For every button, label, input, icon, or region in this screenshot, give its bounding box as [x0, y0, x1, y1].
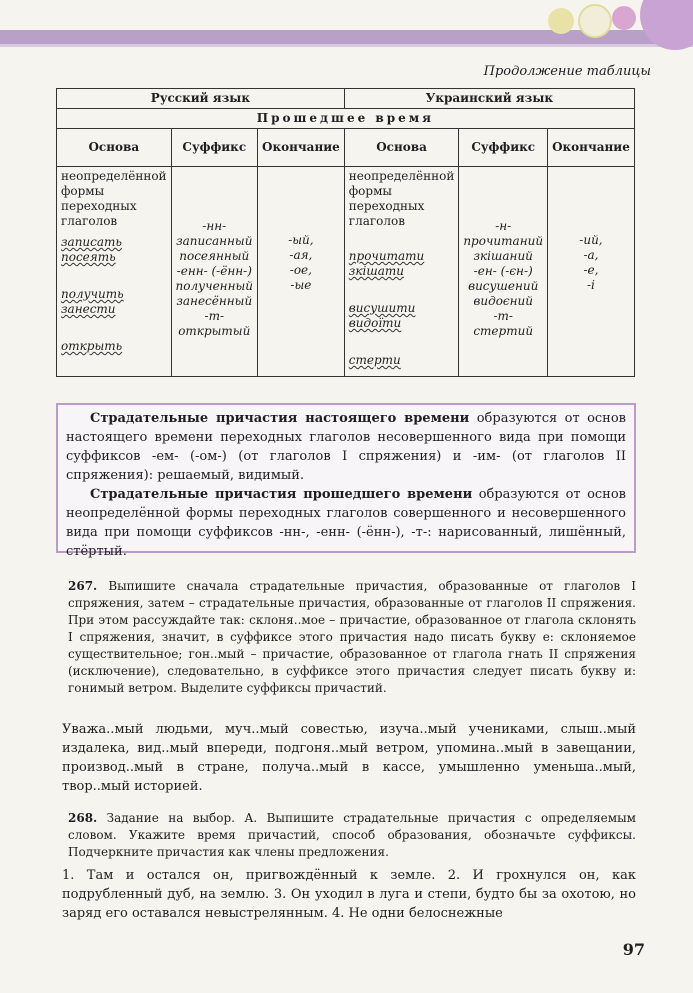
suffix-label: -енн- (-ённ-)	[176, 264, 252, 278]
ru-stem: посеять	[61, 250, 116, 264]
exercise-267	[68, 578, 636, 697]
lang-ua-header: Украинский язык	[344, 89, 634, 109]
col-stem-ua: Основа	[344, 129, 459, 167]
ua-stem: прочитати	[348, 249, 425, 263]
suffix-example: записанный	[176, 234, 253, 248]
ru-ending-cell	[257, 167, 344, 377]
rule-past-title: Страдательные причастия прошедшего времени	[90, 487, 473, 502]
ua-stem: стерти	[348, 353, 401, 367]
suffix-label: -ен- (-єн-)	[473, 264, 533, 278]
exercise-268	[68, 810, 636, 861]
suffix-example: висушений	[468, 279, 539, 293]
suffix-example: открытый	[178, 324, 251, 338]
col-stem-ru: Основа	[57, 129, 172, 167]
rule-past	[66, 485, 626, 561]
col-ending-ua: Окончание	[548, 129, 635, 167]
suffix-example: полученный	[175, 279, 253, 293]
suffix-example: занесённый	[176, 294, 253, 308]
ending: -ое,	[289, 263, 312, 277]
ru-stem: записать	[61, 235, 122, 249]
ending: -ые	[290, 278, 312, 292]
ru-stem-desc: неопределённой формы переходных глаголов	[61, 169, 167, 228]
suffix-example: стертий	[473, 324, 534, 338]
rule-past-text: образуются от основ неопределённой формы переходных глаголов совершенного и несовершенного вида при помощи суффиксов -нн-, -енн- (-ённ-), -т-: нарисованный, лишённый, стёртый.	[66, 487, 626, 559]
ending: -і	[587, 278, 595, 292]
col-suffix-ua: Суффикс	[459, 129, 548, 167]
ua-ending-cell	[548, 167, 635, 377]
suffix-example: посеянный	[179, 249, 250, 263]
rule-box	[56, 403, 636, 559]
suffix-label: -н-	[495, 219, 512, 233]
ru-stem: получить	[61, 287, 124, 301]
ua-stem: зкішати	[348, 264, 404, 278]
ending: -а,	[583, 248, 599, 262]
ua-stem: видоїти	[348, 316, 402, 330]
ua-stem-cell	[344, 167, 459, 377]
ending: -е,	[583, 263, 599, 277]
suffix-example: видоєний	[473, 294, 533, 308]
header-bar-line	[0, 44, 693, 47]
ua-suffix-cell	[459, 167, 548, 377]
suffix-label: -т-	[204, 309, 225, 323]
decor-circle	[612, 6, 636, 30]
decor-circle	[548, 8, 574, 34]
rule-present-text: образуются от основ настоящего времени переходных глаголов несовершенного вида при помощи суффиксов -ем- (-ом-) (от глаголов I спряжения) и -им- (от глаголов II спряжения): решаемый, видимый.	[66, 411, 626, 483]
ua-stem: висушити	[348, 301, 416, 315]
ru-suffix-cell	[171, 167, 257, 377]
exercise-number: 267.	[68, 579, 98, 593]
decor-circle	[578, 4, 612, 38]
col-suffix-ru: Суффикс	[171, 129, 257, 167]
ending: -ий,	[579, 233, 603, 247]
exercise-267-task: Уважа..мый людьми, муч..мый совестью, изуча..мый учениками, слыш..мый издалека, вид..мый впереди, подгоня..мый ветром, упомина..мый в завещании, производ..мый в стране, получа..мый в кассе, умышленно уменьша..мый, твор..мый историей.	[62, 722, 636, 794]
exercise-268-task: 1. Там и остался он, пригвождённый к земле. 2. И грохнулся он, как подрубленный дуб, на землю. 3. Он уходил в луга и степи, будто бы за охотою, но заряд его оставался невыстрелянным. 4. Не одни белоснежные	[62, 868, 636, 921]
ending: -ая,	[289, 248, 313, 262]
ua-stem-desc: неопределённой формы переходных глаголов	[348, 169, 455, 228]
ru-stem: занести	[61, 302, 116, 316]
rule-present	[66, 409, 626, 485]
suffix-example: зкішаний	[473, 249, 533, 263]
rule-present-title: Страдательные причастия настоящего времени	[90, 411, 470, 426]
continuation-label: Продолжение таблицы	[483, 64, 651, 79]
tense-header: Прошедшее время	[57, 109, 635, 129]
ru-stem-cell	[57, 167, 172, 377]
page-number: 97	[622, 940, 645, 959]
lang-ru-header: Русский язык	[57, 89, 345, 109]
col-ending-ru: Окончание	[257, 129, 344, 167]
suffix-example: прочитаний	[463, 234, 544, 248]
ending: -ый,	[288, 233, 314, 247]
suffix-label: -т-	[493, 309, 513, 323]
ru-stem: открыть	[61, 339, 123, 353]
exercise-number: 268.	[68, 811, 98, 825]
participle-table	[56, 88, 635, 377]
header-decoration	[0, 0, 693, 60]
exercise-instruction: Задание на выбор. А. Выпишите страдательные причастия с определяемым словом. Укажите время причастий, способ образования, обозначьте суффиксы. Подчеркните причастия как члены предложения.	[68, 811, 636, 859]
suffix-label: -нн-	[202, 219, 227, 233]
exercise-instruction: Выпишите сначала страдательные причастия, образованные от глаголов I спряжения, затем – страдательные причастия, образованные от глаголов II спряжения. При этом рассуждайте так: склоня..мое – причастие, образованное от глагола склонять I спряжения, значит, в суффиксе этого причастия надо писать букву е: склоняемое существительное; гон..мый – причастие, образованное от глагола гнать II спряжения (исключение), следовательно, в суффиксе этого причастия следует писать букву и: гонимый ветром. Выделите суффиксы причастий.	[68, 579, 636, 695]
